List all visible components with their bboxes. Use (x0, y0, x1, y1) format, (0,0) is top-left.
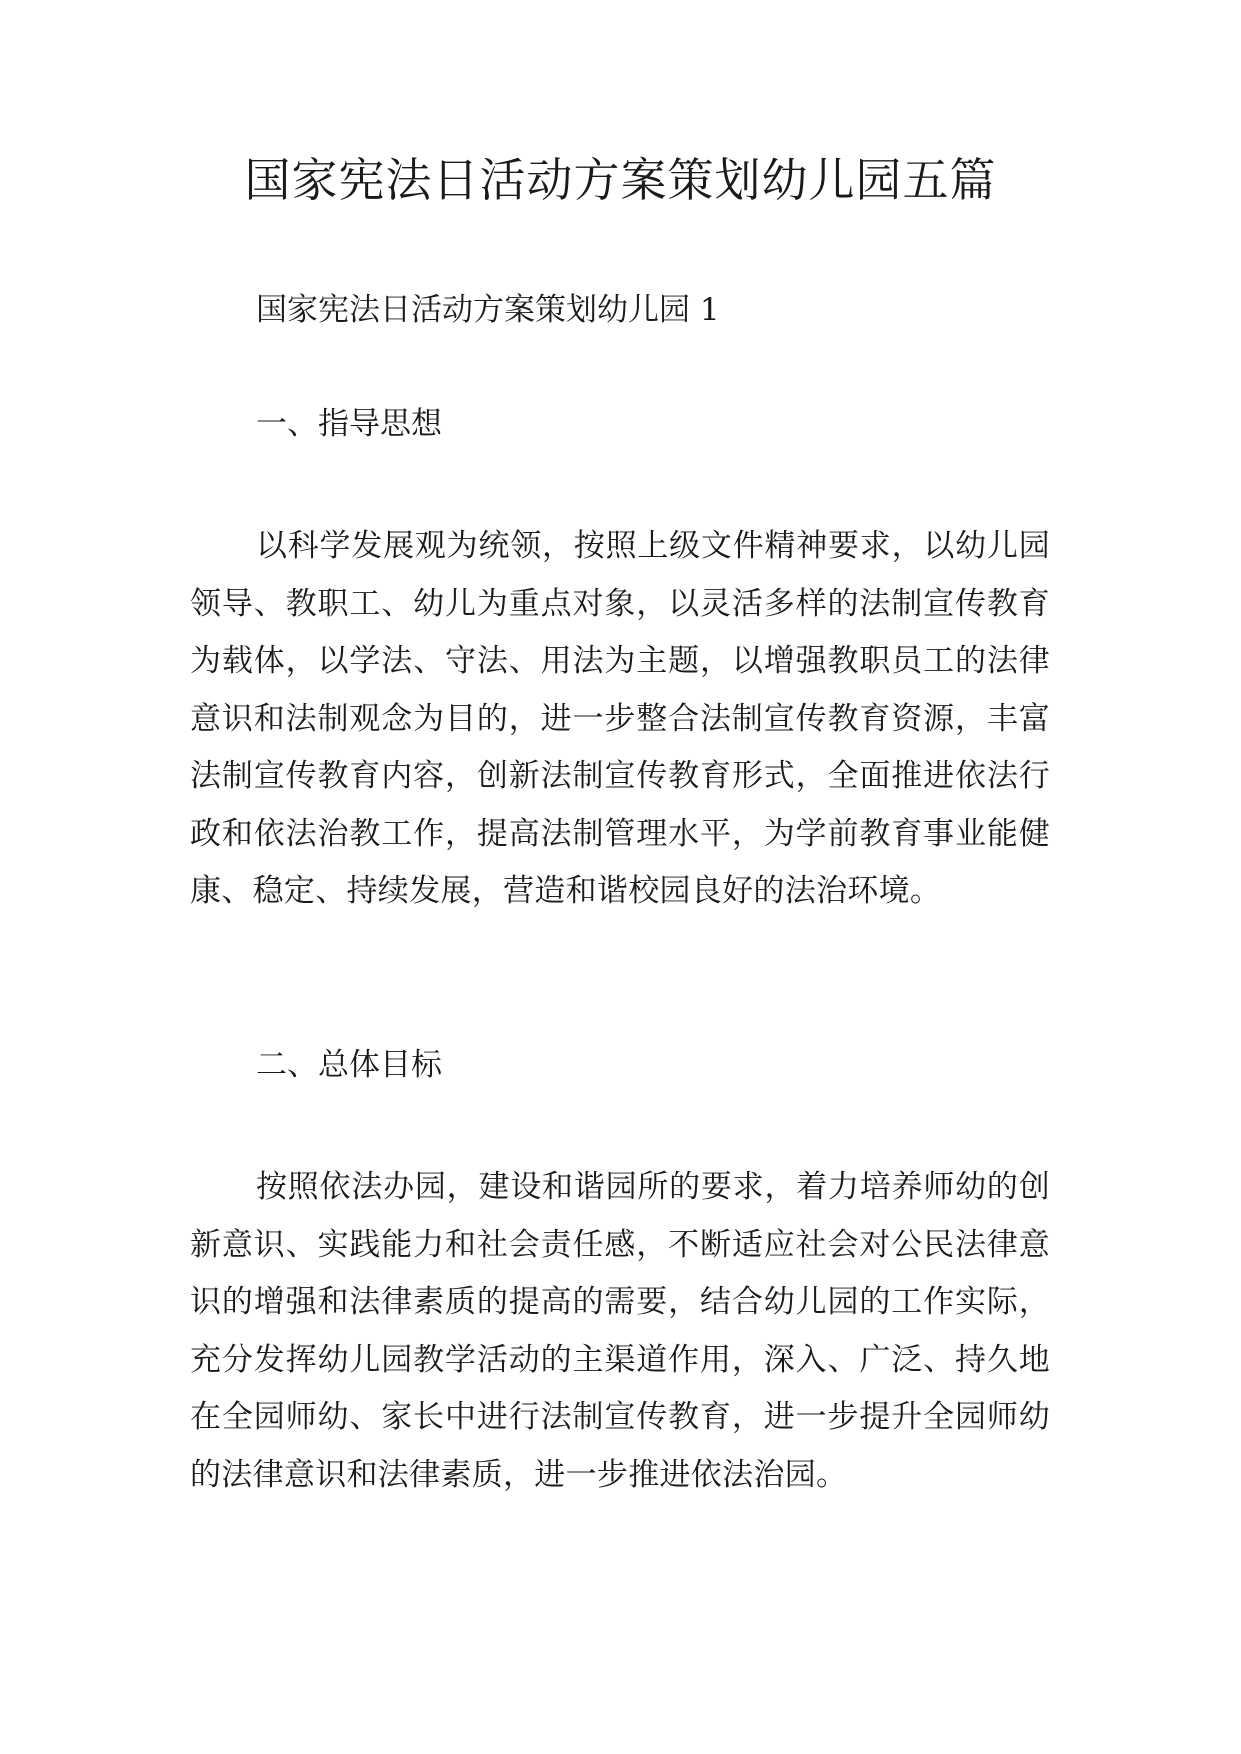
section-heading-guiding-ideology: 一、指导思想 (256, 406, 442, 442)
document-subtitle: 国家宪法日活动方案策划幼儿园 1 (256, 292, 720, 328)
section-paragraph-guiding-ideology: 以科学发展观为统领，按照上级文件精神要求，以幼儿园领导、教职工、幼儿为重点对象，以灵活多样的法制宣传教育为载体，以学法、守法、用法为主题，以增强教职员工的法律意识和法制观念为目的，进一步整合法制宣传教育资源，丰富法制宣传教育内容，创新法制宣传教育形式，全面推进依法行政和依法治教工作，提高法制管理水平，为学前教育事业能健康、稳定、持续发展，营造和谐校园良好的法治环境。 (190, 528, 1050, 909)
section-paragraph-overall-goal: 按照依法办园，建设和谐园所的要求，着力培养师幼的创新意识、实践能力和社会责任感，不断适应社会对公民法律意识的增强和法律素质的提高的需要，结合幼儿园的工作实际，充分发挥幼儿园教学活动的主渠道作用，深入、广泛、持久地在全园师幼、家长中进行法制宣传教育，进一步提升全园师幼的法律意识和法律素质，进一步推进依法治园。 (190, 1169, 1050, 1493)
section-heading-overall-goal: 二、总体目标 (256, 1047, 442, 1083)
document-title: 国家宪法日活动方案策划幼儿园五篇 (244, 153, 997, 207)
